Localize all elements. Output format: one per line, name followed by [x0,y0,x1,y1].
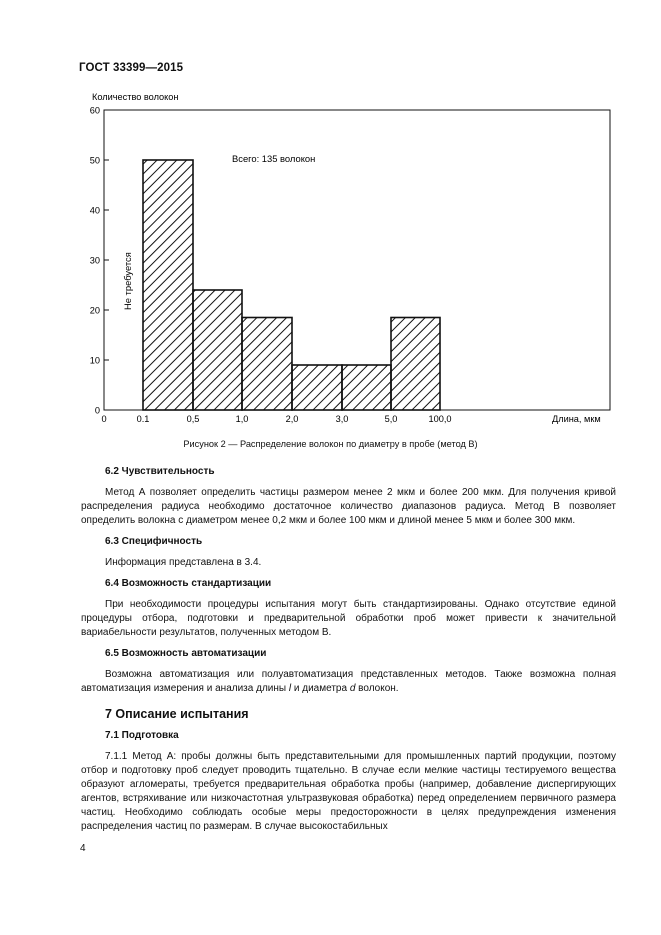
histogram-svg [70,88,630,433]
y-tick-label: 60 [89,105,100,116]
y-tick-label: 50 [89,155,100,166]
y-tick-label: 10 [89,355,100,366]
x-tick-label: 0.1 [136,414,150,424]
figure-caption: Рисунок 2 — Распределение волокон по диаметру в пробе (метод В) [183,439,478,449]
section-7-1-title: 7.1 Подготовка [105,730,179,741]
y-tick-label: 40 [89,205,100,216]
section-6-3-title: 6.3 Специфичность [105,536,203,547]
section-6-3-text: Информация представлена в 3.4. [105,557,262,568]
section-6-4-title: 6.4 Возможность стандартизации [105,578,272,589]
section-7-title: 7 Описание испытания [105,707,249,721]
histogram-bar [342,365,391,410]
histogram-bar [193,290,242,410]
section-7-1-text: 7.1.1 Метод А: пробы должны быть представительными для промышленных партий продукции, поэтому отбор и подготовку проб следует проводить тщательно. В случае если мелкие частицы тестируемого вещества образуют агломераты, требуется предварительная обработка пробы (например, добавление диспергирующих агентов, встряхивание или низкочастотная ультразвуковая обработка) перед определением первичного размера частиц. Необходимо соблюдать особые меры предосторожности в целях предупреждения изменения распределения частиц по размерам. В случае высокостабильных [81,751,616,832]
var-l: l [288,683,292,694]
section-6-4-text: При необходимости процедуры испытания могут быть стандартизированы. Однако отсутствие единой процедуры отбора, подготовки и предварительной обработки проб может привести к значительной вариабельности результатов, полученных методом В. [81,599,616,638]
histogram-bar [292,365,342,410]
document-header: ГОСТ 33399—2015 [79,62,184,74]
x-tick-label: 0 [101,414,107,424]
var-d: d [349,683,356,694]
y-tick-label: 0 [94,405,100,416]
x-tick-label: 1,0 [235,414,249,424]
x-tick-label: 0,5 [186,414,200,424]
x-tick-label: 5,0 [384,414,398,424]
excluded-range-label: Не требуется [122,252,133,310]
page-number: 4 [80,843,86,854]
total-annotation: Всего: 135 волокон [232,153,316,164]
section-6-5-text: Возможна автоматизация или полуавтоматизация представленных методов. Также возможна полная автоматизация измерения и анализа длины l и диаметра d волокон. [81,669,616,694]
y-tick-label: 30 [89,255,100,266]
document-body [81,465,616,834]
x-axis-label: Длина, мкм [552,414,601,424]
histogram-bar [391,318,440,411]
histogram-bar [143,160,193,410]
x-tick-label: 100,0 [428,414,452,424]
x-tick-label: 3,0 [335,414,349,424]
section-6-2-title: 6.2 Чувствительность [105,466,215,477]
histogram-chart [70,88,630,438]
section-6-5-title: 6.5 Возможность автоматизации [105,648,267,659]
section-6-2-text: Метод А позволяет определить частицы размером менее 2 мкм и более 200 мкм. Для получения кривой распределения радиуса необходимо достаточное количество диапазонов радиуса. Метод В позволяет определить волокна с диаметром менее 0,2 мкм и более 100 мкм и длиной менее 5 мкм и более 300 мкм. [81,487,616,526]
y-axis-label: Количество волокон [92,92,179,102]
y-tick-label: 20 [89,305,100,316]
histogram-bar [242,318,292,411]
x-tick-label: 2,0 [285,414,299,424]
